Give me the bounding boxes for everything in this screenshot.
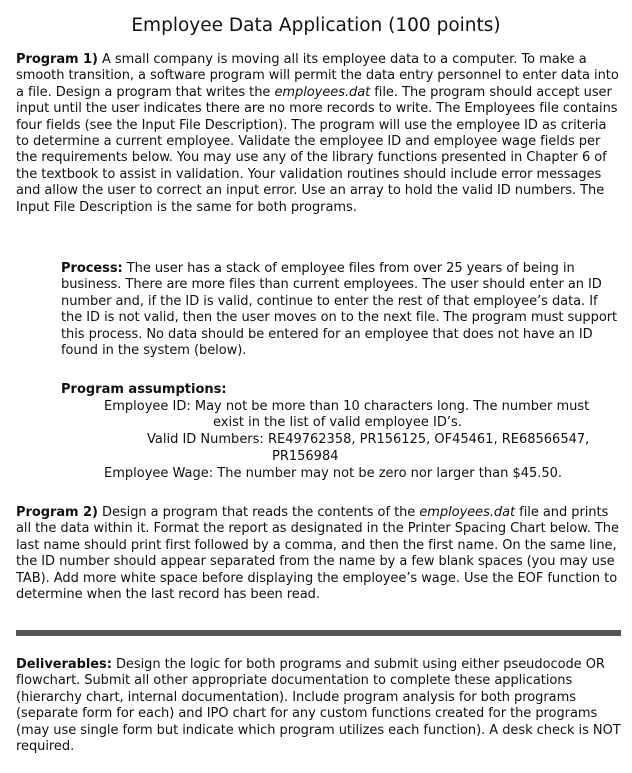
program-1-paragraph [16, 52, 622, 216]
program-2-paragraph [16, 505, 622, 603]
program-2-label: Program 2) [16, 505, 98, 520]
assumption-employee-wage: Employee Wage: The number may not be zero nor larger than $45.50. [104, 466, 563, 481]
program-2-text-a: Design a program that reads the contents of the [97, 505, 420, 520]
process-paragraph [61, 261, 621, 359]
page-title: Employee Data Application (100 points) [131, 15, 501, 36]
process-label: Process: [61, 261, 123, 276]
section-divider [16, 630, 621, 636]
program-2-text-b: file and prints all the data within it. Format the report as designated in the Printer Spacing Chart below. The last name should print first followed by a comma, and then the first name. On the same line, the ID number should appear separated from the name by a few blank spaces (you may use TAB). Add more white space before displaying the employee’s wage. Use the EOF function to determine when the last record has been read. [16, 505, 619, 603]
deliverables-text: Design the logic for both programs and submit using either pseudocode OR flowchart. Submit all other appropriate documentation to complete these applications (hierarchy chart, internal documentation). Include program analysis for both programs (separate form for each) and IPO chart for any custom functions created for the programs (may use single form but indicate which program utilizes each function). A desk check is NOT required. [16, 657, 621, 755]
process-text: The user has a stack of employee files from over 25 years of being in business. There are more files than current employees. The user should enter an ID number and, if the ID is valid, continue to enter the rest of that employee’s data. If the ID is not valid, then the user moves on to the next file. The program must support this process. No data should be entered for an employee that does not have an ID found in the system (below). [61, 261, 618, 359]
assumptions-heading: Program assumptions: [61, 382, 227, 397]
assumption-employee-id-cont: exist in the list of valid employee ID’s. [213, 415, 462, 430]
program-1-text-a: A small company is moving all its employee data to a computer. To make a smooth transition, a software program will permit the data entry personnel to enter data into a file. Design a program that writes the [16, 52, 619, 100]
deliverables-paragraph [16, 657, 622, 755]
program-1-filename: employees.dat [274, 84, 371, 100]
assumption-valid-ids-cont: PR156984 [272, 449, 339, 464]
assumption-valid-ids: Valid ID Numbers: RE49762358, PR156125, OF45461, RE68566547, [147, 432, 590, 447]
deliverables-label: Deliverables: [16, 657, 112, 672]
assumption-employee-id: Employee ID: May not be more than 10 characters long. The number must [104, 399, 590, 414]
program-2-filename: employees.dat [419, 505, 516, 520]
program-1-text-b: file. The program should accept user input until the user indicates there are no more records to write. The Employees file contains four fields (see the Input File Description). The program will use the employee ID as criteria to determine a current employee. Validate the employee ID and employee wage fields per the requirements below. You may use any of the library functions presented in Chapter 6 of the textbook to assist in validation. Your validation routines should include error messages and allow the user to correct an input error. Use an array to hold the valid ID numbers. The Input File Description is the same for both programs. [16, 84, 618, 215]
program-1-label: Program 1) [16, 52, 98, 67]
